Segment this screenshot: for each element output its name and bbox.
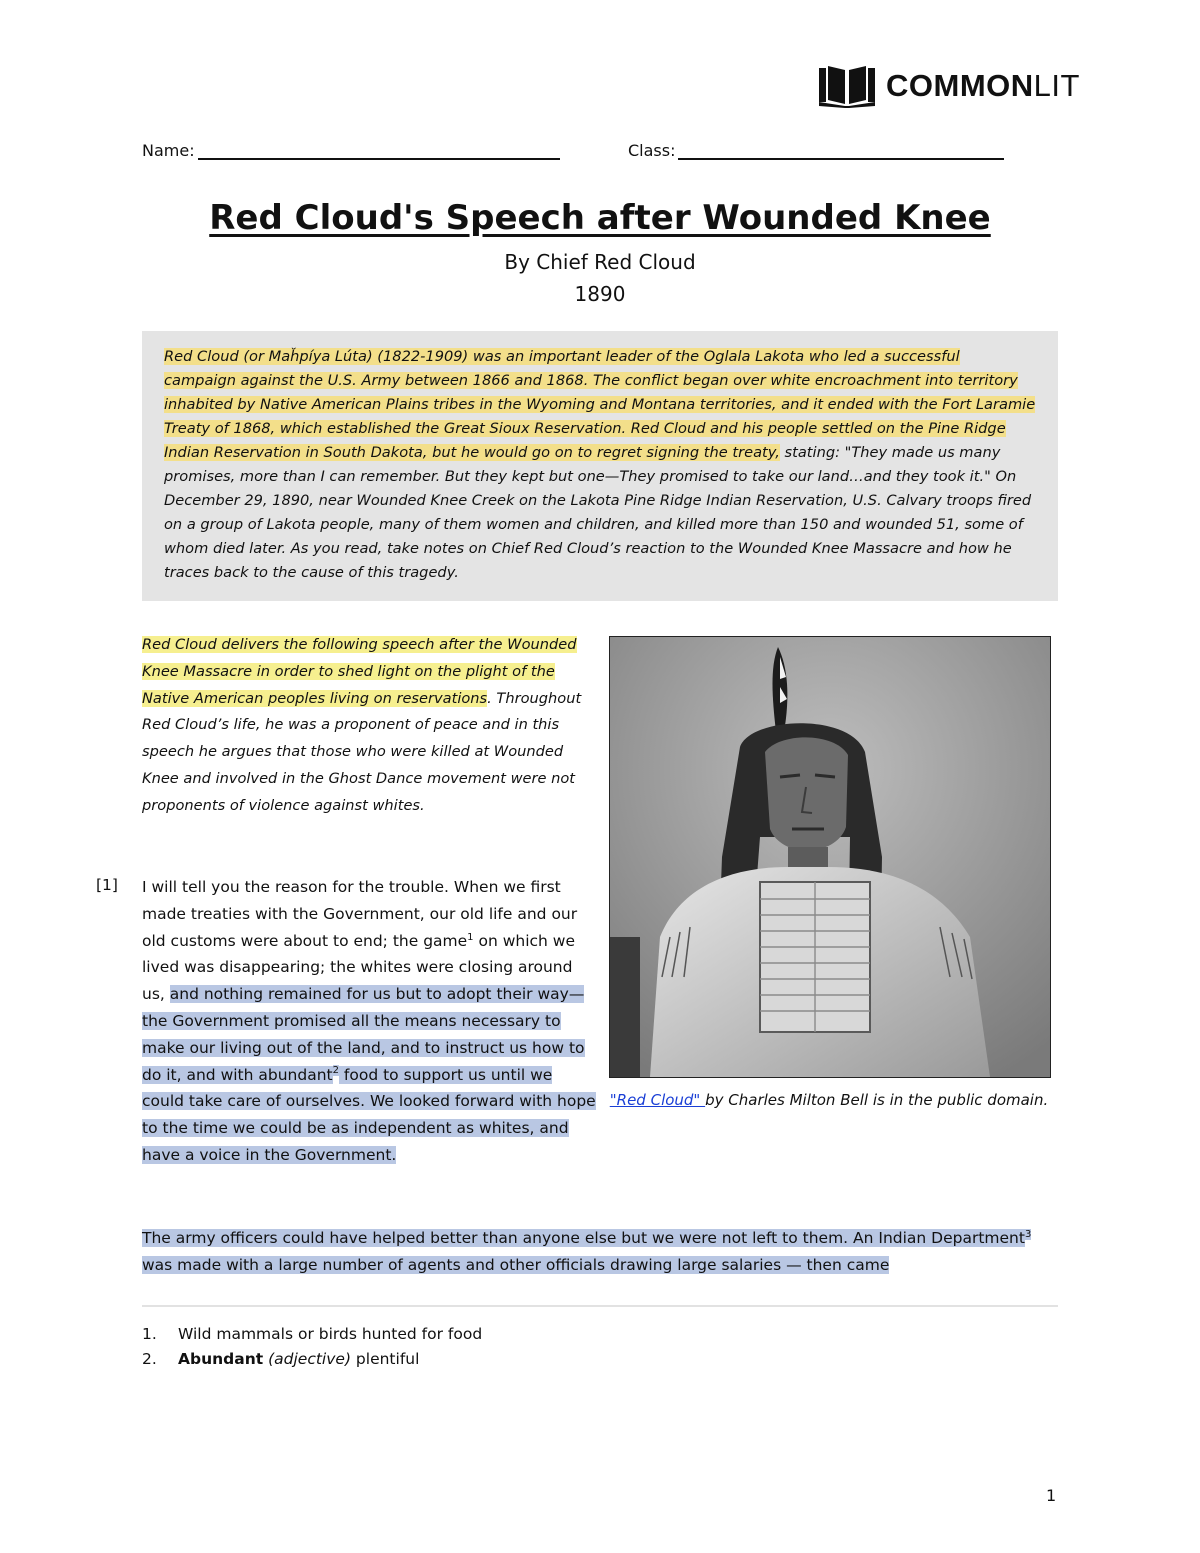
paragraph-2-highlight-a: The army officers could have helped better than anyone else but we were not left to them. An Indian Department xyxy=(142,1229,1025,1247)
footnote-ref-2[interactable]: 2 xyxy=(332,1065,339,1077)
footnote-text: Wild mammals or birds hunted for food xyxy=(178,1325,483,1343)
footnote-divider xyxy=(142,1305,1058,1307)
paragraph-2-highlight-b: was made with a large number of agents and other officials drawing large salaries — then came xyxy=(142,1255,890,1274)
red-cloud-portrait xyxy=(609,636,1051,1078)
image-caption xyxy=(609,1088,1049,1112)
footnote-item xyxy=(142,1347,482,1372)
name-blank-line[interactable] xyxy=(198,140,560,160)
footnote-ref-1[interactable]: 1 xyxy=(467,931,474,943)
page-number: 1 xyxy=(1046,1486,1057,1505)
paragraph-1: I will tell you the reason for the trouble. When we first made treaties with the Government, our old life and our old customs were about to end; the game$^1$ on which we lived was disappearing; the whites were closing around us, and nothing remained for us but to adopt their way—the Government promised all the means necessary to make our living out of the land, and to instruct us how to do it, and with abundant$^2$ food to support us until we could take care of ourselves. We looked forward with hope to the time we could be as independent as whites, and have a voice in the Government. xyxy=(142,878,596,1164)
paragraph-1-highlight-a: and nothing remained for us but to adopt their way—the Government promised all the means necessary to make our living out of the land, and to instruct us how to do it, and with abundant xyxy=(142,985,585,1084)
footnote-list xyxy=(142,1322,482,1372)
document-year: 1890 xyxy=(574,282,626,306)
intro-rest: stating: "They made us many promises, more than I can remember. But they kept but one—They promised to take our land…and they took it." On December 29, 1890, near Wounded Knee Creek on the Lakota Pine Ridge Indian Reservation, U.S. Calvary troops fired on a group of Lakota people, many of them women and children, and killed more than 150 and wounded 51, some of whom died later. As you read, take notes on Chief Red Cloud’s reaction to the Wounded Knee Massacre and how he traces back to the cause of this tragedy. xyxy=(164,444,1032,581)
pre-text-rest: . Throughout Red Cloud’s life, he was a proponent of peace and in this speech he argues that those who were killed at Wounded Knee and involved in the Ghost Dance movement were not proponents of violence against whites. xyxy=(142,689,582,814)
footnote-text: plentiful xyxy=(351,1350,420,1368)
name-field[interactable] xyxy=(142,140,560,160)
footnote-part-of-speech: (adjective) xyxy=(263,1350,351,1368)
paragraph-2 xyxy=(142,1225,1058,1279)
caption-text: by Charles Milton Bell is in the public domain. xyxy=(705,1091,1049,1109)
footnote-number: 1. xyxy=(142,1325,157,1343)
image-source-link[interactable]: "Red Cloud" xyxy=(609,1091,706,1109)
pre-text-highlight: Red Cloud delivers the following speech after the Wounded Knee Massacre in order to shed light on the plight of the Native American peoples living on reservations xyxy=(142,636,577,707)
commonlit-logo xyxy=(818,64,1080,108)
paragraph-number: [1] xyxy=(96,876,118,894)
intro-box xyxy=(142,331,1058,601)
name-label: Name: xyxy=(142,141,195,160)
intro-text xyxy=(164,345,1036,585)
portrait-image xyxy=(610,637,1050,1077)
class-field[interactable] xyxy=(628,140,1004,160)
author-byline: By Chief Red Cloud xyxy=(504,250,696,274)
class-blank-line[interactable] xyxy=(678,140,1004,160)
document-title: Red Cloud's Speech after Wounded Knee xyxy=(209,198,991,238)
pre-reading-text xyxy=(142,632,582,820)
logo-text: COMMONLIT xyxy=(886,68,1080,103)
paragraph-1-highlight-b: food to support us until we could take care of ourselves. We looked forward with hope to the time we could be as independent as whites, and have a voice in the Government. xyxy=(142,1065,596,1164)
footnote-ref-3[interactable]: 3 xyxy=(1024,1228,1032,1240)
intro-highlight: Red Cloud (or Maȟpíya Lúta) (1822-1909) was an important leader of the Oglala Lakota who led a successful campaign against the U.S. Army between 1866 and 1868. The conflict began over white encroachment into territory inhabited by Native American Plains tribes in the Wyoming and Montana territories, and it ended with the Fort Laramie Treaty of 1868, which established the Great Sioux Reservation. Red Cloud and his people settled on the Pine Ridge Indian Reservation in South Dakota, but he would go on to regret signing the treaty, xyxy=(164,348,1036,461)
open-book-icon xyxy=(818,64,876,108)
footnote-number: 2. xyxy=(142,1350,157,1368)
class-label: Class: xyxy=(628,141,676,160)
footnote-term: Abundant xyxy=(178,1350,264,1368)
footnote-item xyxy=(142,1322,482,1347)
